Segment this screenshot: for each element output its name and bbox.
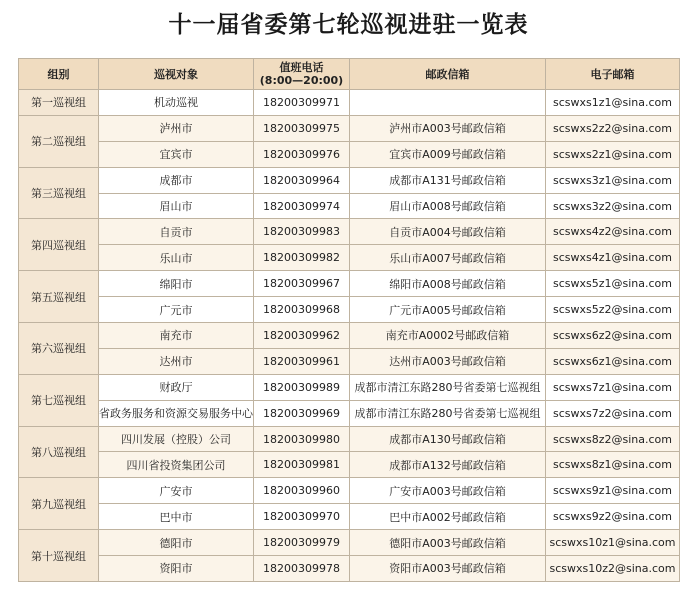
email-cell: scswxs3z1@sina.com bbox=[546, 167, 680, 193]
mailbox-cell: 自贡市A004号邮政信箱 bbox=[350, 219, 546, 245]
email-cell: scswxs4z1@sina.com bbox=[546, 245, 680, 271]
header-phone bbox=[254, 59, 350, 90]
header-email: 电子邮箱 bbox=[546, 59, 680, 90]
phone-cell: 18200309983 bbox=[254, 219, 350, 245]
phone-cell: 18200309978 bbox=[254, 556, 350, 582]
table-row bbox=[19, 478, 680, 504]
phone-cell: 18200309969 bbox=[254, 400, 350, 426]
header-phone-label: 值班电话 bbox=[279, 61, 324, 74]
phone-cell: 18200309964 bbox=[254, 167, 350, 193]
target-cell: 绵阳市 bbox=[99, 271, 254, 297]
target-cell: 省政务服务和资源交易服务中心 bbox=[99, 400, 254, 426]
mailbox-cell: 巴中市A002号邮政信箱 bbox=[350, 504, 546, 530]
phone-cell: 18200309971 bbox=[254, 90, 350, 116]
table-row bbox=[19, 193, 680, 219]
phone-cell: 18200309960 bbox=[254, 478, 350, 504]
email-cell: scswxs4z2@sina.com bbox=[546, 219, 680, 245]
table-row bbox=[19, 348, 680, 374]
target-cell: 资阳市 bbox=[99, 556, 254, 582]
mailbox-cell: 乐山市A007号邮政信箱 bbox=[350, 245, 546, 271]
mailbox-cell: 眉山市A008号邮政信箱 bbox=[350, 193, 546, 219]
target-cell: 自贡市 bbox=[99, 219, 254, 245]
phone-cell: 18200309979 bbox=[254, 530, 350, 556]
mailbox-cell: 广安市A003号邮政信箱 bbox=[350, 478, 546, 504]
target-cell: 泸州市 bbox=[99, 115, 254, 141]
phone-cell: 18200309981 bbox=[254, 452, 350, 478]
header-group: 组别 bbox=[19, 59, 99, 90]
mailbox-cell: 成都市A131号邮政信箱 bbox=[350, 167, 546, 193]
table-row bbox=[19, 504, 680, 530]
email-cell: scswxs3z2@sina.com bbox=[546, 193, 680, 219]
target-cell: 成都市 bbox=[99, 167, 254, 193]
email-cell: scswxs6z2@sina.com bbox=[546, 323, 680, 349]
table-header-row bbox=[19, 59, 680, 90]
table-row bbox=[19, 167, 680, 193]
phone-cell: 18200309975 bbox=[254, 115, 350, 141]
target-cell: 南充市 bbox=[99, 323, 254, 349]
table-row bbox=[19, 323, 680, 349]
email-cell: scswxs10z2@sina.com bbox=[546, 556, 680, 582]
table-row bbox=[19, 115, 680, 141]
table-row bbox=[19, 374, 680, 400]
target-cell: 财政厅 bbox=[99, 374, 254, 400]
table-row bbox=[19, 400, 680, 426]
phone-cell: 18200309962 bbox=[254, 323, 350, 349]
target-cell: 广元市 bbox=[99, 297, 254, 323]
mailbox-cell: 德阳市A003号邮政信箱 bbox=[350, 530, 546, 556]
group-name-cell: 第五巡视组 bbox=[19, 271, 99, 323]
phone-cell: 18200309976 bbox=[254, 141, 350, 167]
target-cell: 四川发展（控股）公司 bbox=[99, 426, 254, 452]
target-cell: 乐山市 bbox=[99, 245, 254, 271]
phone-cell: 18200309974 bbox=[254, 193, 350, 219]
table-row bbox=[19, 271, 680, 297]
phone-cell: 18200309980 bbox=[254, 426, 350, 452]
mailbox-cell: 南充市A0002号邮政信箱 bbox=[350, 323, 546, 349]
email-cell: scswxs2z1@sina.com bbox=[546, 141, 680, 167]
mailbox-cell: 成都市清江东路280号省委第七巡视组 bbox=[350, 400, 546, 426]
group-name-cell: 第九巡视组 bbox=[19, 478, 99, 530]
table-row bbox=[19, 556, 680, 582]
phone-cell: 18200309967 bbox=[254, 271, 350, 297]
target-cell: 眉山市 bbox=[99, 193, 254, 219]
header-mailbox: 邮政信箱 bbox=[350, 59, 546, 90]
email-cell: scswxs7z1@sina.com bbox=[546, 374, 680, 400]
group-name-cell: 第二巡视组 bbox=[19, 115, 99, 167]
email-cell: scswxs7z2@sina.com bbox=[546, 400, 680, 426]
email-cell: scswxs9z1@sina.com bbox=[546, 478, 680, 504]
group-name-cell: 第七巡视组 bbox=[19, 374, 99, 426]
phone-cell: 18200309982 bbox=[254, 245, 350, 271]
target-cell: 德阳市 bbox=[99, 530, 254, 556]
email-cell: scswxs10z1@sina.com bbox=[546, 530, 680, 556]
table-row bbox=[19, 90, 680, 116]
mailbox-cell: 成都市清江东路280号省委第七巡视组 bbox=[350, 374, 546, 400]
mailbox-cell: 宜宾市A009号邮政信箱 bbox=[350, 141, 546, 167]
header-target: 巡视对象 bbox=[99, 59, 254, 90]
mailbox-cell bbox=[350, 90, 546, 116]
table-row bbox=[19, 141, 680, 167]
page-title: 十一届省委第七轮巡视进驻一览表 bbox=[168, 12, 529, 38]
table-row bbox=[19, 219, 680, 245]
email-cell: scswxs1z1@sina.com bbox=[546, 90, 680, 116]
group-name-cell: 第三巡视组 bbox=[19, 167, 99, 219]
phone-cell: 18200309989 bbox=[254, 374, 350, 400]
email-cell: scswxs5z2@sina.com bbox=[546, 297, 680, 323]
phone-cell: 18200309961 bbox=[254, 348, 350, 374]
target-cell: 四川省投资集团公司 bbox=[99, 452, 254, 478]
table-row bbox=[19, 452, 680, 478]
target-cell: 宜宾市 bbox=[99, 141, 254, 167]
phone-cell: 18200309968 bbox=[254, 297, 350, 323]
patrol-table bbox=[18, 58, 680, 582]
table-row bbox=[19, 245, 680, 271]
email-cell: scswxs5z1@sina.com bbox=[546, 271, 680, 297]
mailbox-cell: 成都市A130号邮政信箱 bbox=[350, 426, 546, 452]
target-cell: 机动巡视 bbox=[99, 90, 254, 116]
mailbox-cell: 泸州市A003号邮政信箱 bbox=[350, 115, 546, 141]
table-row bbox=[19, 530, 680, 556]
group-name-cell: 第八巡视组 bbox=[19, 426, 99, 478]
table-row bbox=[19, 426, 680, 452]
table-row bbox=[19, 297, 680, 323]
mailbox-cell: 资阳市A003号邮政信箱 bbox=[350, 556, 546, 582]
email-cell: scswxs8z1@sina.com bbox=[546, 452, 680, 478]
email-cell: scswxs9z2@sina.com bbox=[546, 504, 680, 530]
target-cell: 广安市 bbox=[99, 478, 254, 504]
email-cell: scswxs6z1@sina.com bbox=[546, 348, 680, 374]
group-name-cell: 第四巡视组 bbox=[19, 219, 99, 271]
phone-cell: 18200309970 bbox=[254, 504, 350, 530]
group-name-cell: 第一巡视组 bbox=[19, 90, 99, 116]
header-phone-hours: (8:00—20:00) bbox=[259, 74, 344, 87]
group-name-cell: 第六巡视组 bbox=[19, 323, 99, 375]
mailbox-cell: 达州市A003号邮政信箱 bbox=[350, 348, 546, 374]
email-cell: scswxs8z2@sina.com bbox=[546, 426, 680, 452]
mailbox-cell: 成都市A132号邮政信箱 bbox=[350, 452, 546, 478]
target-cell: 达州市 bbox=[99, 348, 254, 374]
email-cell: scswxs2z2@sina.com bbox=[546, 115, 680, 141]
table-body bbox=[19, 90, 680, 582]
mailbox-cell: 绵阳市A008号邮政信箱 bbox=[350, 271, 546, 297]
target-cell: 巴中市 bbox=[99, 504, 254, 530]
group-name-cell: 第十巡视组 bbox=[19, 530, 99, 582]
mailbox-cell: 广元市A005号邮政信箱 bbox=[350, 297, 546, 323]
